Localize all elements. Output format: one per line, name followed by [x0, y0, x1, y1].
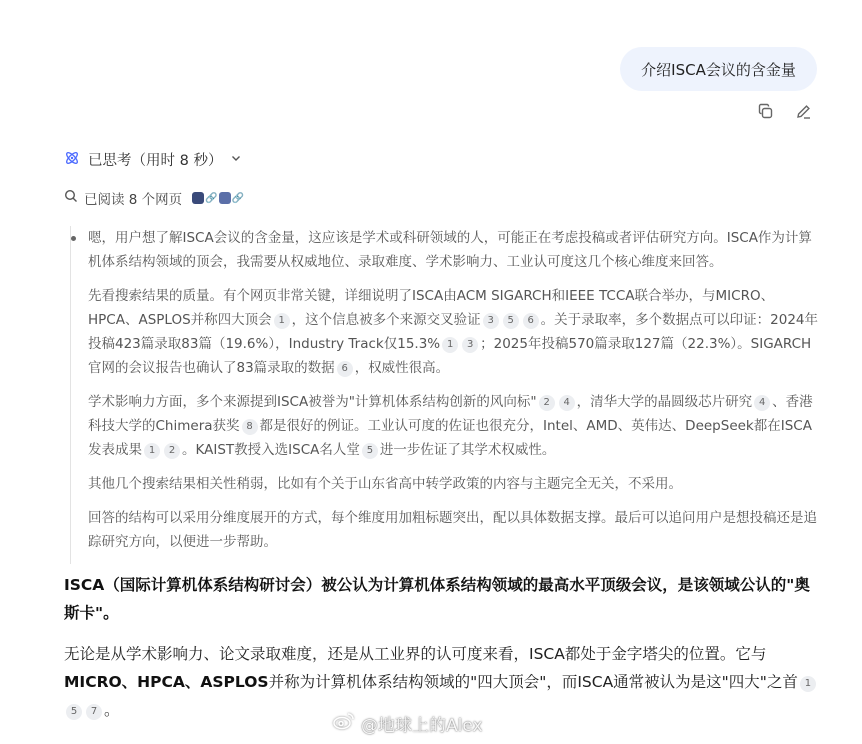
watermark [333, 711, 483, 736]
bold-text: ISCA（国际计算机体系结构研讨会）被公认为计算机体系结构领域的最高水平顶级会议，是该领域公认的"奥斯卡"。 [64, 576, 810, 622]
citation-badge[interactable]: 4 [754, 395, 770, 411]
citation-badge[interactable]: 6 [337, 361, 353, 377]
user-message-text: 介绍ISCA会议的含金量 [641, 60, 796, 79]
weibo-icon [333, 712, 355, 735]
chevron-down-icon [230, 152, 242, 168]
thinking-paragraph: 嗯，用户想了解ISCA会议的含金量，这应该是学术或科研领域的人，可能正在考虑投稿或者评估研究方向。ISCA作为计算机体系结构领域的顶会，我需要从权威地位、录取难度、学术影响力、工业认可度这几个核心维度来回答。 [88, 226, 818, 274]
source-favicon [192, 192, 204, 204]
thinking-paragraph: 先看搜索结果的质量。有个网页非常关键，详细说明了ISCA由ACM SIGARCH和IEEE TCCA联合举办，与MICRO、HPCA、ASPLOS并称四大顶会 1 ，这个信息被多个来源交叉验证 3 5 6 。关于录取率，多个数据点可以印证：2024年投稿423篇录取83篇（19.6%），Industry Track仅15.3% 1 3 ；2025年投稿570篇录取127篇（22.3%）。SIGARCH官网的会议报告也确认了83篇录取的数据 6 ，权威性很高。 [88, 288, 818, 376]
message-actions [755, 101, 813, 121]
citation-badge[interactable]: 8 [242, 419, 258, 435]
thinking-content [70, 226, 818, 564]
bold-text: MICRO、HPCA、ASPLOS [64, 673, 269, 691]
link-icon: 🔗 [231, 192, 245, 204]
edit-icon[interactable] [793, 101, 813, 121]
link-icon: 🔗 [205, 192, 218, 204]
citation-badge[interactable]: 1 [442, 337, 458, 353]
watermark-text: @地球上的Alex [361, 716, 483, 736]
citation-badge[interactable]: 2 [539, 395, 555, 411]
citation-badge[interactable]: 3 [462, 337, 478, 353]
citation-badge[interactable]: 4 [559, 395, 575, 411]
thinking-paragraph: 其他几个搜索结果相关性稍弱，比如有个关于山东省高中转学政策的内容与主题完全无关，不采用。 [88, 476, 682, 492]
citation-badge[interactable]: 3 [483, 313, 499, 329]
thinking-header-text: 已思考（用时 8 秒） [88, 153, 223, 169]
bullet-dot [71, 236, 76, 241]
citation-badge[interactable]: 5 [362, 443, 378, 459]
search-icon [64, 189, 78, 207]
copy-icon[interactable] [755, 101, 775, 121]
citation-badge[interactable]: 1 [800, 676, 816, 692]
read-pages-label: 已阅读 8 个网页 [84, 192, 183, 208]
user-message-bubble [620, 47, 817, 91]
thinking-toggle[interactable] [64, 149, 242, 170]
answer-paragraph [64, 571, 820, 627]
citation-badge[interactable]: 1 [274, 313, 290, 329]
citation-badge[interactable]: 7 [86, 704, 102, 720]
thinking-paragraph: 回答的结构可以采用分维度展开的方式，每个维度用加粗标题突出，配以具体数据支撑。最后可以追问用户是想投稿还是追踪研究方向，以便进一步帮助。 [88, 510, 817, 550]
citation-badge[interactable]: 2 [164, 443, 180, 459]
atom-icon [64, 150, 80, 170]
citation-badge[interactable]: 6 [523, 313, 539, 329]
source-favicons[interactable] [192, 192, 244, 204]
citation-badge[interactable]: 1 [144, 443, 160, 459]
citation-badge[interactable]: 5 [503, 313, 519, 329]
web-sources-summary[interactable] [64, 188, 244, 208]
source-favicon [219, 192, 231, 204]
answer-paragraph: 无论是从学术影响力、论文录取难度，还是从工业界的认可度来看，ISCA都处于金字塔尖的位置。它与MICRO、HPCA、ASPLOS并称为计算机体系结构领域的"四大顶会"，而ISCA通常被认为是这"四大"之首 15 7 。 [64, 640, 820, 724]
thinking-paragraph: 学术影响力方面，多个来源提到ISCA被誉为"计算机体系结构创新的风向标" 2 4 ，清华大学的晶圆级芯片研究 4 、香港科技大学的Chimera获奖 8 都是很好的例证。工业认可度的佐证也很充分，Intel、AMD、英伟达、DeepSeek都在ISCA发表成果 1 2 。KAIST教授入选ISCA名人堂 5 进一步佐证了其学术权威性。 [88, 394, 813, 458]
citation-badge[interactable]: 5 [66, 704, 82, 720]
